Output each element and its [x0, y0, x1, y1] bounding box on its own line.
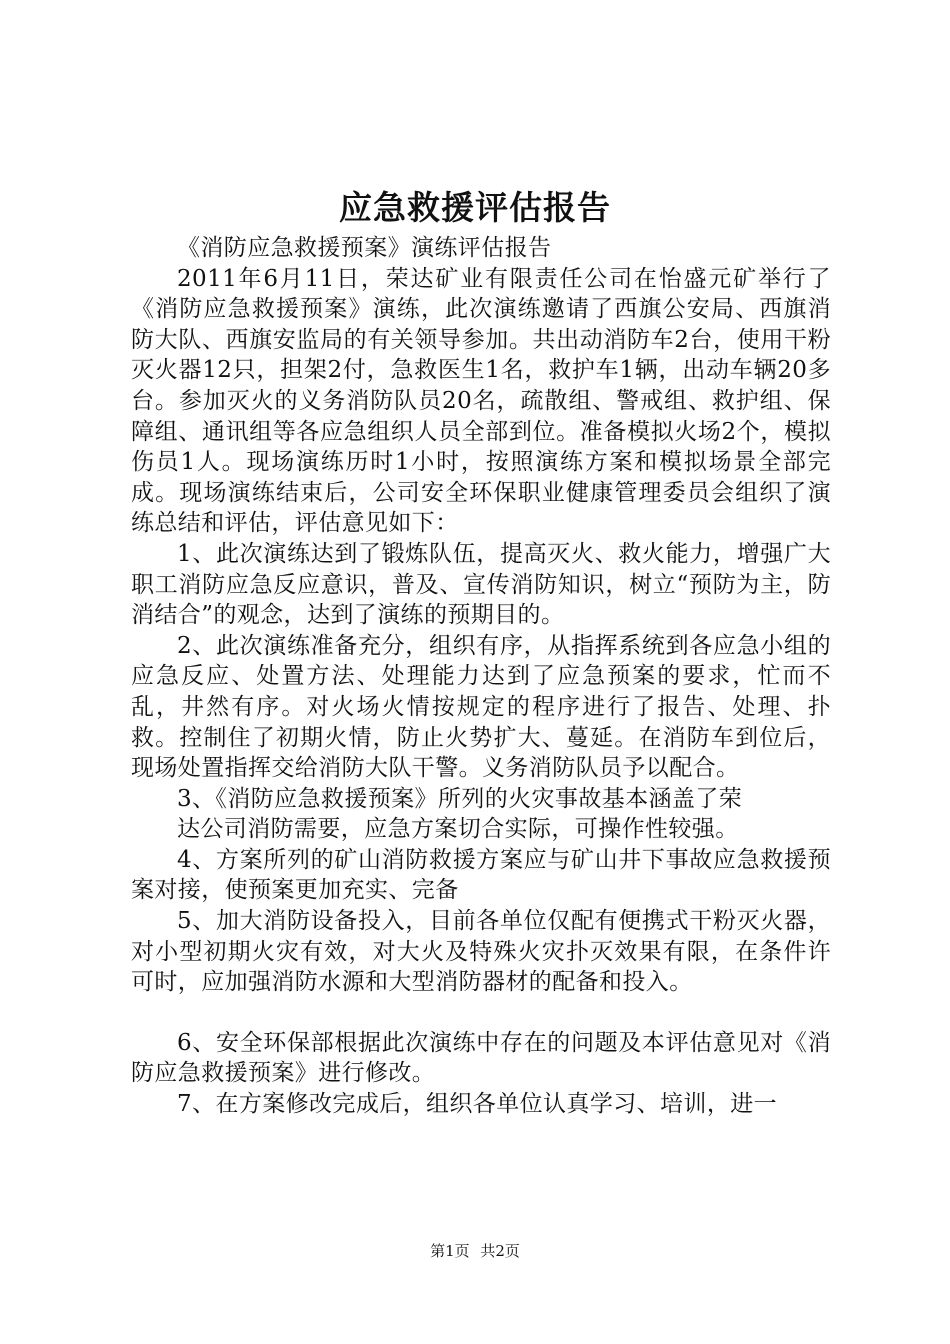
paragraph-item-6: 6、安全环保部根据此次演练中存在的问题及本评估意见对《消防应急救援预案》进行修改。	[131, 1029, 831, 1087]
document-title: 应急救援评估报告	[339, 188, 611, 227]
page-total: 共2页	[480, 1242, 520, 1260]
page-footer	[0, 1240, 950, 1262]
paragraph-item-2: 2、此次演练准备充分，组织有序，从指挥系统到各应急小组的应急反应、处置方法、处理能力达到了应急预案的要求，忙而不乱，井然有序。对火场火情按规定的程序进行了报告、处理、扑救。控制住了初期火情，防止火势扩大、蔓延。在消防车到位后，现场处置指挥交给消防大队干警。义务消防队员予以配合。	[131, 632, 831, 782]
document-subtitle: 《消防应急救援预案》演练评估报告	[177, 235, 552, 261]
paragraph-item-4: 4、方案所列的矿山消防救援方案应与矿山井下事故应急救援预案对接，使预案更加充实、完备	[131, 846, 831, 904]
document-body	[131, 233, 831, 1120]
paragraph-item-7: 7、在方案修改完成后，组织各单位认真学习、培训，进一	[177, 1091, 778, 1118]
paragraph-item-3-line-2: 达公司消防需要，应急方案切合实际，可操作性较强。	[177, 816, 739, 843]
paragraph-item-3-line-1: 3、《消防应急救援预案》所列的火灾事故基本涵盖了荣	[177, 785, 743, 812]
paragraph-item-1: 1、此次演练达到了锻炼队伍，提高灭火、救火能力，增强广大职工消防应急反应意识，普及、宣传消防知识，树立“预防为主，防消结合”的观念，达到了演练的预期目的。	[131, 540, 831, 629]
paragraph-intro: 2011年6月11日，荣达矿业有限责任公司在怡盛元矿举行了《消防应急救援预案》演练，此次演练邀请了西旗公安局、西旗消防大队、西旗安监局的有关领导参加。共出动消防车2台，使用干粉灭火器12只，担架2付，急救医生1名，救护车1辆，出动车辆20多台。参加灭火的义务消防队员20名，疏散组、警戒组、救护组、保障组、通讯组等各应急组织人员全部到位。准备模拟火场2个，模拟伤员1人。现场演练历时1小时，按照演练方案和模拟场景全部完成。现场演练结束后，公司安全环保职业健康管理委员会组织了演练总结和评估，评估意见如下：	[131, 265, 831, 537]
page-number: 第1页	[430, 1242, 470, 1260]
paragraph-item-5: 5、加大消防设备投入，目前各单位仅配有便携式干粉灭火器，对小型初期火灾有效，对大火及特殊火灾扑灭效果有限，在条件许可时，应加强消防水源和大型消防器材的配备和投入。	[131, 908, 831, 996]
